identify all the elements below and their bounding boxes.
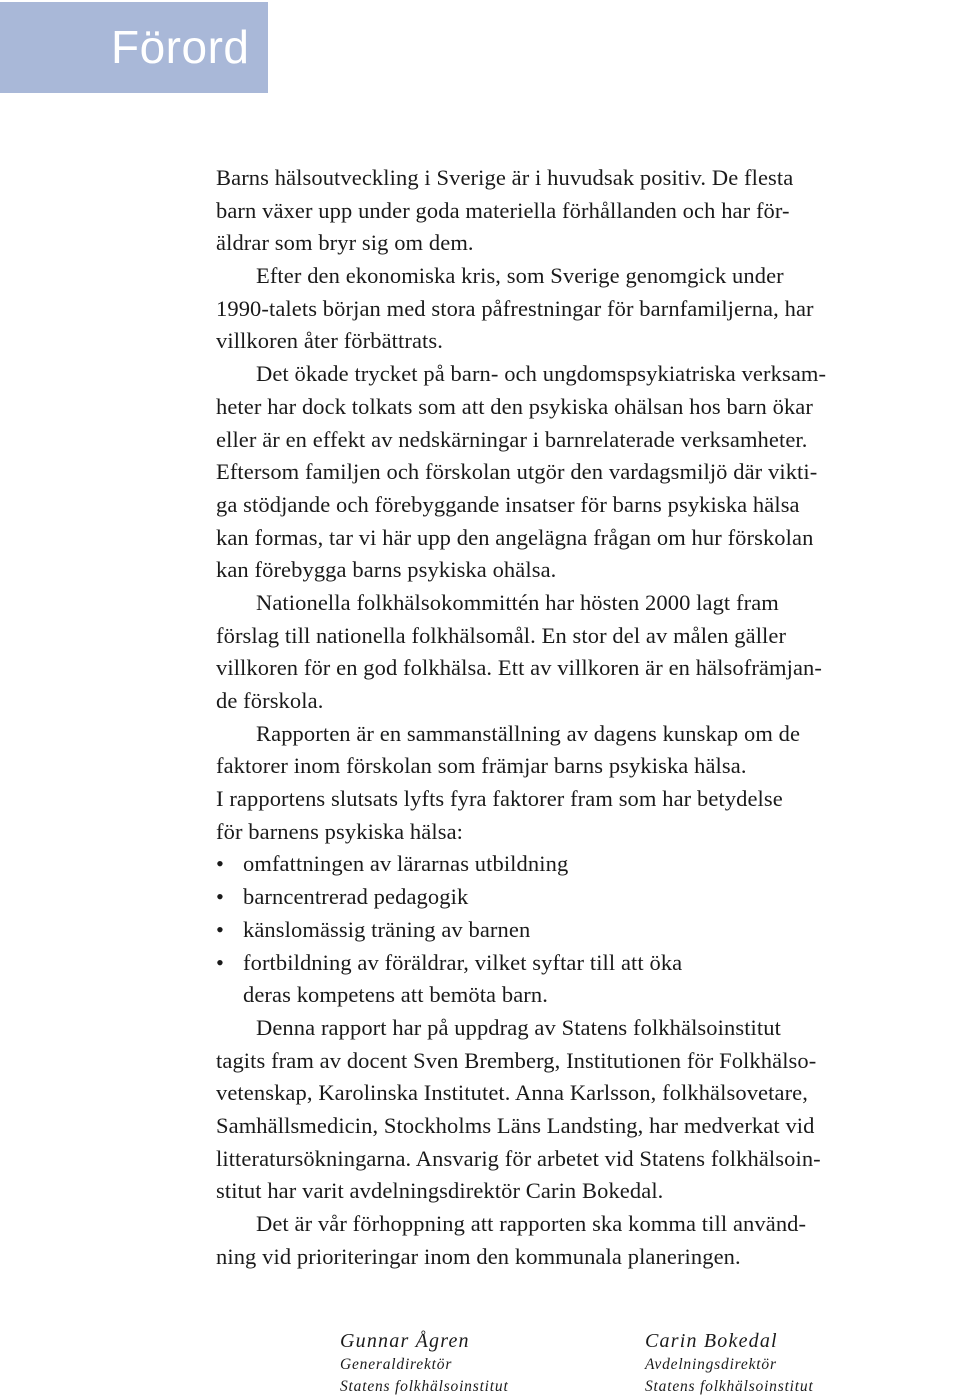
- paragraph-line: faktorer inom förskolan som främjar barns psykiska hälsa.: [216, 753, 747, 779]
- bullet-text: känslomässig träning av barnen: [243, 916, 531, 942]
- paragraph-line: vetenskap, Karolinska Institutet. Anna Karlsson, folkhälsovetare,: [216, 1080, 808, 1106]
- paragraph-line: de förskola.: [216, 688, 324, 713]
- paragraph-line: kan förebygga barns psykiska ohälsa.: [216, 557, 557, 583]
- signatory-organization: Statens folkhälsoinstitut: [340, 1378, 509, 1395]
- paragraph-line: Denna rapport har på uppdrag av Statens folkhälsoinstitut: [256, 1014, 781, 1040]
- paragraph-line: litteratursökningarna. Ansvarig för arbetet vid Statens folkhälsoin-: [216, 1145, 821, 1171]
- signatory-name: Gunnar Ågren: [340, 1330, 470, 1352]
- paragraph-line: ning vid prioriteringar inom den kommunala planeringen.: [216, 1243, 741, 1269]
- paragraph-line: förslag till nationella folkhälsomål. En stor del av målen gäller: [216, 622, 787, 648]
- paragraph-line: Det är vår förhoppning att rapporten ska komma till använd-: [256, 1211, 807, 1236]
- paragraph-line: för barnens psykiska hälsa:: [216, 818, 464, 844]
- paragraph-line: Eftersom familjen och förskolan utgör den vardagsmiljö där vikti-: [216, 459, 818, 485]
- paragraph-line: Barns hälsoutveckling i Sverige är i huvudsak positiv. De flesta: [216, 165, 794, 190]
- bullet-icon: •: [216, 851, 224, 877]
- bullet-icon: •: [216, 884, 224, 910]
- signature-block-left: [340, 1328, 509, 1398]
- bullet-text: omfattningen av lärarnas utbildning: [243, 851, 569, 877]
- foreword-body: [216, 162, 960, 1273]
- paragraph-line: villkoren åter förbättrats.: [216, 328, 443, 354]
- paragraph-line: barn växer upp under goda materiella förhållanden och har för-: [216, 197, 790, 223]
- paragraph-line: äldrar som bryr sig om dem.: [216, 230, 474, 256]
- paragraph-line: ga stödjande och förebyggande insatser för barns psykiska hälsa: [216, 491, 800, 517]
- paragraph-line: 1990-talets början med stora påfrestningar för barnfamiljerna, har: [216, 295, 814, 321]
- bullet-icon: •: [216, 916, 224, 942]
- bullet-text: barncentrerad pedagogik: [243, 884, 469, 910]
- paragraph-line: Samhällsmedicin, Stockholms Läns Landsting, har medverkat vid: [216, 1112, 815, 1138]
- bullet-icon: •: [216, 949, 224, 975]
- signature-block-right: [645, 1328, 814, 1398]
- bullet-item: [216, 881, 960, 914]
- page-title: Förord: [111, 21, 250, 73]
- bullet-item: [216, 848, 960, 881]
- paragraph-line: stitut har varit avdelningsdirektör Carin Bokedal.: [216, 1178, 664, 1204]
- signatory-title: Generaldirektör: [340, 1356, 453, 1373]
- paragraph-line: Efter den ekonomiska kris, som Sverige genomgick under: [256, 263, 784, 289]
- bullet-text: fortbildning av föräldrar, vilket syftar till att öka: [243, 949, 683, 975]
- bullet-continuation: deras kompetens att bemöta barn.: [243, 982, 548, 1008]
- paragraph-line: eller är en effekt av nedskärningar i barnrelaterade verksamheter.: [216, 426, 808, 452]
- signatory-name: Carin Bokedal: [645, 1330, 778, 1352]
- paragraph-line: heter har dock tolkats som att den psykiska ohälsan hos barn ökar: [216, 393, 813, 419]
- bullet-item: [216, 947, 960, 980]
- bullet-item: [216, 914, 960, 947]
- paragraph-line: Nationella folkhälsokommittén har hösten 2000 lagt fram: [256, 589, 779, 615]
- paragraph-line: Det ökade trycket på barn- och ungdomspsykiatriska verksam-: [256, 361, 827, 387]
- paragraph-line: tagits fram av docent Sven Bremberg, Institutionen för Folkhälso-: [216, 1047, 817, 1073]
- paragraph-line: kan formas, tar vi här upp den angelägna frågan om hur förskolan: [216, 524, 814, 550]
- paragraph-line: Rapporten är en sammanställning av dagens kunskap om de: [256, 720, 801, 746]
- paragraph-line: villkoren för en god folkhälsa. Ett av villkoren är en hälsofrämjan-: [216, 655, 822, 681]
- signatory-title: Avdelningsdirektör: [645, 1356, 777, 1373]
- paragraph-line: I rapportens slutsats lyfts fyra faktorer fram som har betydelse: [216, 786, 783, 812]
- signatory-organization: Statens folkhälsoinstitut: [645, 1378, 814, 1395]
